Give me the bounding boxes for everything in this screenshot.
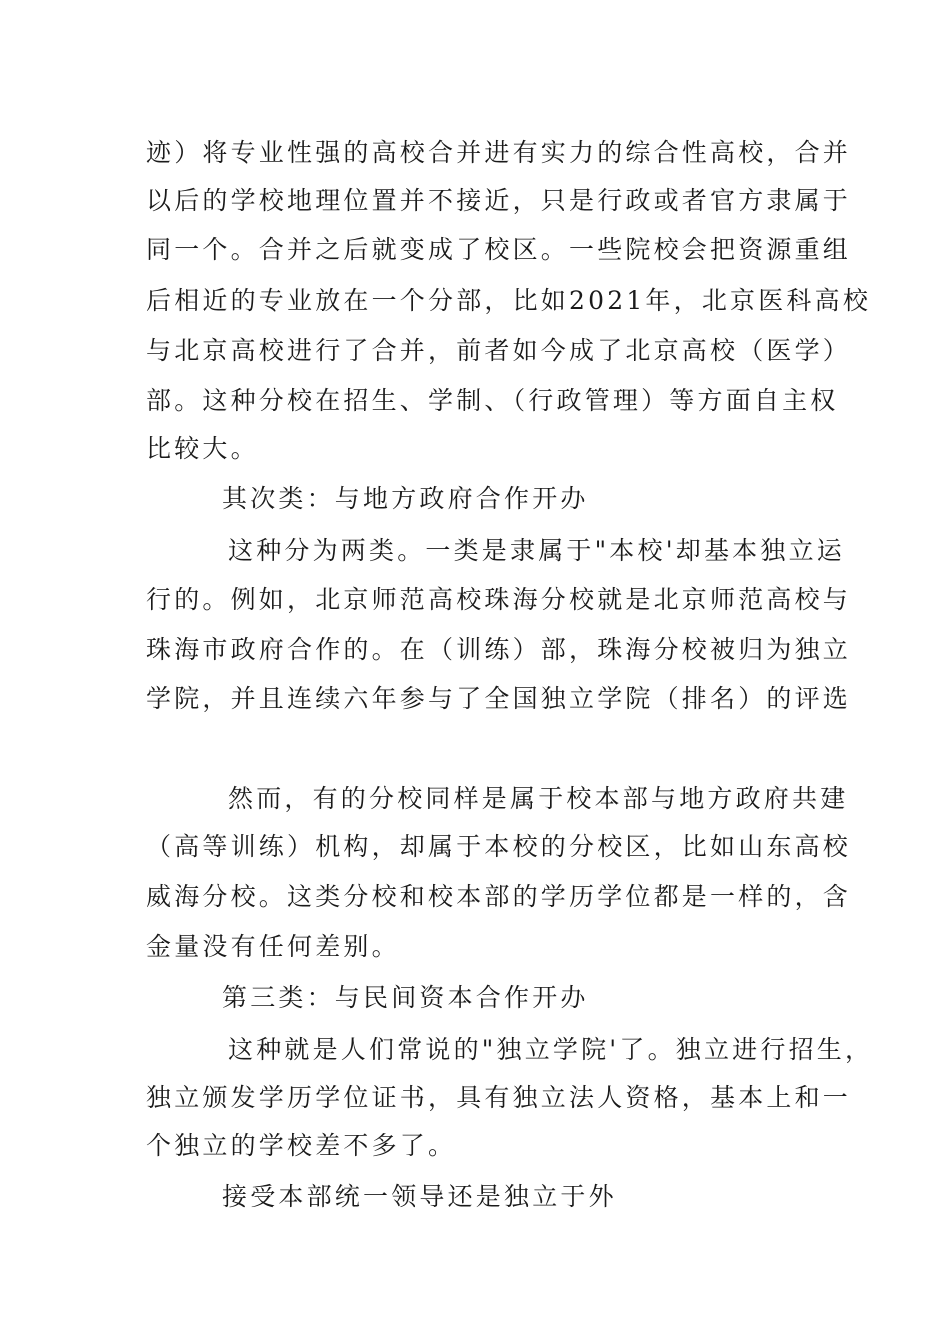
paragraph-3-line-4: 金量没有任何差别。 xyxy=(146,932,400,961)
section-heading-4: 接受本部统一领导还是独立于外 xyxy=(222,1182,617,1211)
paragraph-1-line-2: 以后的学校地理位置并不接近，只是行政或者官方隶属于 xyxy=(146,186,852,215)
paragraph-2-line-3: 珠海市政府合作的。在（训练）部，珠海分校被归为独立 xyxy=(146,635,852,664)
paragraph-3-line-2: （高等训练）机构，却属于本校的分校区，比如山东高校 xyxy=(146,832,852,861)
paragraph-1-line-7: 比较大。 xyxy=(146,434,259,463)
paragraph-2-line-1: 这种分为两类。一类是隶属于"本校'却基本独立运 xyxy=(228,536,845,565)
paragraph-1-line-3: 同一个。合并之后就变成了校区。一些院校会把资源重组 xyxy=(146,235,852,264)
section-heading-3: 第三类：与民间资本合作开办 xyxy=(222,983,589,1012)
paragraph-2-line-2: 行的。例如，北京师范高校珠海分校就是北京师范高校与 xyxy=(146,585,852,614)
paragraph-3-line-3: 威海分校。这类分校和校本部的学历学位都是一样的，含 xyxy=(146,882,852,911)
paragraph-2-line-4: 学院，并且连续六年参与了全国独立学院（排名）的评选 xyxy=(146,684,852,713)
paragraph-1-line-5: 与北京高校进行了合并，前者如今成了北京高校（医学） xyxy=(146,336,852,365)
paragraph-1-line-4: 后相近的专业放在一个分部，比如2021年，北京医科高校 xyxy=(146,286,872,315)
paragraph-4-line-1: 这种就是人们常说的"独立学院'了。独立进行招生， xyxy=(228,1035,874,1064)
section-heading-2: 其次类：与地方政府合作开办 xyxy=(222,484,589,513)
paragraph-3-line-1: 然而，有的分校同样是属于校本部与地方政府共建 xyxy=(228,784,849,813)
paragraph-4-line-3: 个独立的学校差不多了。 xyxy=(146,1131,457,1160)
paragraph-1-line-1: 迹）将专业性强的高校合并进有实力的综合性高校，合并 xyxy=(146,138,852,167)
paragraph-1-line-6: 部。这种分校在招生、学制、（行政管理）等方面自主权 xyxy=(146,386,839,415)
paragraph-4-line-2: 独立颁发学历学位证书，具有独立法人资格，基本上和一 xyxy=(146,1083,852,1112)
